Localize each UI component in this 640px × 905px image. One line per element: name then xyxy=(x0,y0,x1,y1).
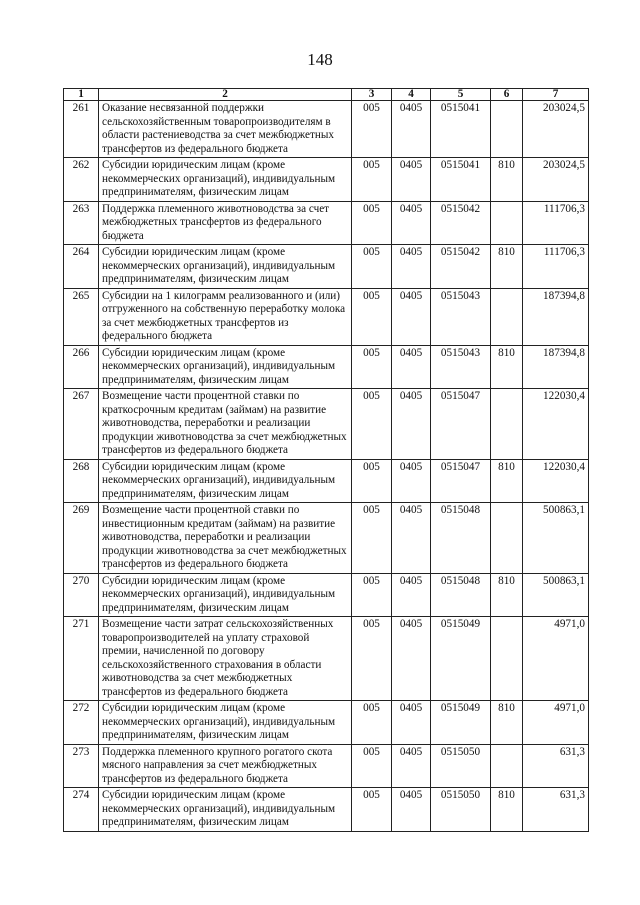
row-number: 273 xyxy=(64,744,99,788)
row-amount: 122030,4 xyxy=(523,389,589,460)
row-number: 261 xyxy=(64,101,99,158)
row-amount: 203024,5 xyxy=(523,158,589,202)
row-number: 266 xyxy=(64,345,99,389)
row-section-code: 0405 xyxy=(392,245,431,289)
row-section-code: 0405 xyxy=(392,288,431,345)
row-description: Субсидии юридическим лицам (кроме некоммерческих организаций), индивидуальным предпринимателям, физическим лицам xyxy=(99,573,352,617)
row-target-code: 0515047 xyxy=(431,389,491,460)
row-description: Субсидии юридическим лицам (кроме некоммерческих организаций), индивидуальным предпринимателям, физическим лицам xyxy=(99,245,352,289)
table-row xyxy=(64,503,589,574)
row-target-code: 0515042 xyxy=(431,201,491,245)
row-description: Оказание несвязанной поддержки сельскохозяйственным товаропроизводителям в области растениеводства за счет межбюджетных трансфертов из федерального бюджета xyxy=(99,101,352,158)
row-description: Субсидии на 1 килограмм реализованного и (или) отгруженного на собственную переработку молока за счет межбюджетных трансфертов из федерального бюджета xyxy=(99,288,352,345)
row-section-code: 0405 xyxy=(392,345,431,389)
row-description: Возмещение части процентной ставки по инвестиционным кредитам (займам) на развитие животноводства, переработки и реализации продукции животноводства за счет межбюджетных трансфертов из федерального бюджета xyxy=(99,503,352,574)
row-description: Возмещение части процентной ставки по краткосрочным кредитам (займам) на развитие животноводства, переработки и реализации продукции животноводства за счет межбюджетных трансфертов из федерального бюджета xyxy=(99,389,352,460)
row-number: 271 xyxy=(64,617,99,701)
row-description: Субсидии юридическим лицам (кроме некоммерческих организаций), индивидуальным предпринимателям, физическим лицам xyxy=(99,788,352,832)
row-number: 270 xyxy=(64,573,99,617)
row-amount: 203024,5 xyxy=(523,101,589,158)
row-amount: 187394,8 xyxy=(523,345,589,389)
row-number: 262 xyxy=(64,158,99,202)
row-section-code: 0405 xyxy=(392,158,431,202)
table-row xyxy=(64,389,589,460)
row-expense-type-code xyxy=(491,101,523,158)
row-target-code: 0515048 xyxy=(431,573,491,617)
row-ministry-code: 005 xyxy=(352,788,392,832)
row-amount: 631,3 xyxy=(523,788,589,832)
row-description: Поддержка племенного животноводства за счет межбюджетных трансфертов из федерального бюджета xyxy=(99,201,352,245)
row-section-code: 0405 xyxy=(392,503,431,574)
row-amount: 187394,8 xyxy=(523,288,589,345)
row-ministry-code: 005 xyxy=(352,744,392,788)
row-section-code: 0405 xyxy=(392,101,431,158)
row-section-code: 0405 xyxy=(392,389,431,460)
row-expense-type-code xyxy=(491,389,523,460)
row-expense-type-code: 810 xyxy=(491,345,523,389)
table-row xyxy=(64,101,589,158)
row-amount: 4971,0 xyxy=(523,617,589,701)
column-header: 6 xyxy=(491,89,523,101)
budget-table xyxy=(63,88,589,832)
row-target-code: 0515050 xyxy=(431,788,491,832)
table-row xyxy=(64,788,589,832)
row-expense-type-code xyxy=(491,744,523,788)
row-expense-type-code: 810 xyxy=(491,573,523,617)
table-row xyxy=(64,744,589,788)
row-description: Субсидии юридическим лицам (кроме некоммерческих организаций), индивидуальным предпринимателям, физическим лицам xyxy=(99,158,352,202)
row-description: Поддержка племенного крупного рогатого скота мясного направления за счет межбюджетных трансфертов из федерального бюджета xyxy=(99,744,352,788)
row-section-code: 0405 xyxy=(392,701,431,745)
column-header: 7 xyxy=(523,89,589,101)
row-target-code: 0515049 xyxy=(431,617,491,701)
row-number: 264 xyxy=(64,245,99,289)
row-target-code: 0515048 xyxy=(431,503,491,574)
row-expense-type-code: 810 xyxy=(491,245,523,289)
table-row xyxy=(64,459,589,503)
row-ministry-code: 005 xyxy=(352,459,392,503)
column-header: 5 xyxy=(431,89,491,101)
row-expense-type-code xyxy=(491,201,523,245)
row-target-code: 0515049 xyxy=(431,701,491,745)
row-ministry-code: 005 xyxy=(352,617,392,701)
row-expense-type-code: 810 xyxy=(491,459,523,503)
row-section-code: 0405 xyxy=(392,459,431,503)
row-amount: 111706,3 xyxy=(523,201,589,245)
row-ministry-code: 005 xyxy=(352,101,392,158)
row-ministry-code: 005 xyxy=(352,245,392,289)
row-number: 274 xyxy=(64,788,99,832)
row-target-code: 0515042 xyxy=(431,245,491,289)
row-ministry-code: 005 xyxy=(352,201,392,245)
row-target-code: 0515047 xyxy=(431,459,491,503)
row-section-code: 0405 xyxy=(392,617,431,701)
row-expense-type-code xyxy=(491,503,523,574)
row-section-code: 0405 xyxy=(392,744,431,788)
table-row xyxy=(64,201,589,245)
table-row xyxy=(64,158,589,202)
table-header-row xyxy=(64,89,589,101)
row-target-code: 0515041 xyxy=(431,158,491,202)
row-expense-type-code: 810 xyxy=(491,788,523,832)
row-expense-type-code: 810 xyxy=(491,701,523,745)
row-number: 272 xyxy=(64,701,99,745)
row-description: Субсидии юридическим лицам (кроме некоммерческих организаций), индивидуальным предпринимателям, физическим лицам xyxy=(99,345,352,389)
row-ministry-code: 005 xyxy=(352,573,392,617)
table-row xyxy=(64,617,589,701)
row-amount: 500863,1 xyxy=(523,503,589,574)
row-expense-type-code xyxy=(491,617,523,701)
table-row xyxy=(64,701,589,745)
row-section-code: 0405 xyxy=(392,201,431,245)
table-row xyxy=(64,573,589,617)
row-number: 268 xyxy=(64,459,99,503)
table-row xyxy=(64,345,589,389)
row-expense-type-code xyxy=(491,288,523,345)
row-number: 269 xyxy=(64,503,99,574)
table-body xyxy=(64,101,589,832)
row-ministry-code: 005 xyxy=(352,158,392,202)
row-number: 263 xyxy=(64,201,99,245)
row-target-code: 0515043 xyxy=(431,345,491,389)
page-number: 148 xyxy=(307,50,333,69)
column-header: 4 xyxy=(392,89,431,101)
column-header: 3 xyxy=(352,89,392,101)
row-ministry-code: 005 xyxy=(352,288,392,345)
row-ministry-code: 005 xyxy=(352,503,392,574)
row-ministry-code: 005 xyxy=(352,389,392,460)
row-target-code: 0515043 xyxy=(431,288,491,345)
column-header: 2 xyxy=(99,89,352,101)
column-header: 1 xyxy=(64,89,99,101)
row-number: 265 xyxy=(64,288,99,345)
row-section-code: 0405 xyxy=(392,573,431,617)
row-description: Субсидии юридическим лицам (кроме некоммерческих организаций), индивидуальным предпринимателям, физическим лицам xyxy=(99,701,352,745)
row-amount: 631,3 xyxy=(523,744,589,788)
row-number: 267 xyxy=(64,389,99,460)
row-amount: 111706,3 xyxy=(523,245,589,289)
row-amount: 500863,1 xyxy=(523,573,589,617)
row-description: Возмещение части затрат сельскохозяйственных товаропроизводителей на уплату страховой премии, начисленной по договору сельскохозяйственного страхования в области животноводства за счет межбюджетных трансфертов из федерального бюджета xyxy=(99,617,352,701)
row-target-code: 0515050 xyxy=(431,744,491,788)
row-expense-type-code: 810 xyxy=(491,158,523,202)
row-description: Субсидии юридическим лицам (кроме некоммерческих организаций), индивидуальным предпринимателям, физическим лицам xyxy=(99,459,352,503)
row-target-code: 0515041 xyxy=(431,101,491,158)
row-ministry-code: 005 xyxy=(352,701,392,745)
row-section-code: 0405 xyxy=(392,788,431,832)
table-row xyxy=(64,288,589,345)
row-ministry-code: 005 xyxy=(352,345,392,389)
row-amount: 4971,0 xyxy=(523,701,589,745)
table-row xyxy=(64,245,589,289)
row-amount: 122030,4 xyxy=(523,459,589,503)
